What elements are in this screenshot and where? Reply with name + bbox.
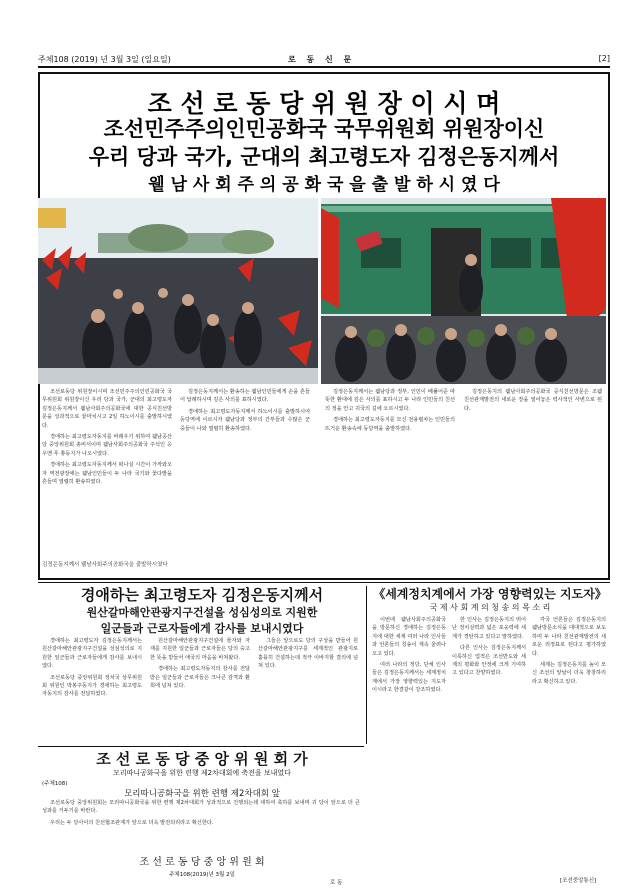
section2-paragraph: 다른 인사는 김정은동지께서 이룩하신 업적은 조선반도와 세계의 평화와 안정에 크게 기여하고 있다고 찬양하였다. [452, 645, 526, 677]
section2-paragraph: 각국 언론들은 김정은동지의 윁남방문소식을 대대적으로 보도하며 두 나라 친선관계발전의 새로운 리정표로 된다고 평가하였다. [532, 617, 606, 657]
section2-credit: [조선중앙통신] [560, 878, 597, 884]
headline-line-2: 조선민주주의인민공화국 국무위원회 위원장이신 [103, 117, 545, 141]
page-number: [2] [598, 54, 610, 63]
section1-column-2 [150, 637, 250, 743]
section3-footer-date: 주체108(2019)년 3월 2일 [169, 872, 235, 878]
photo-crowd [38, 198, 318, 384]
lead-paragraph: 조선로동당 위원장이시며 조선민주주의인민공화국 국무위원회 위원장이신 우리 당과 국가, 군대의 최고령도자 김정은동지께서 윁남사회주의공화국에 대한 공식친선방문을 성과적으로 끝마치시고 2일 하노이시를 출발하시였다. [42, 389, 172, 429]
newspaper-title: 로 동 신 문 [288, 55, 356, 64]
section2-title: 《세계정치계에서 가장 영향력있는 지도자》 [373, 587, 607, 601]
lead-paragraph: 경애하는 최고령도자동지를 모신 전용렬차는 인민들의 뜨거운 환송속에 동당역을 출발하였다. [325, 417, 455, 432]
photo-train [321, 198, 606, 384]
section1-paragraph: 경애하는 최고령도자 김정은동지께서는 원산갈마해안관광지구건설을 성심성의로 지원한 일군들과 근로자들에게 감사를 보내시였다. [42, 638, 142, 670]
section1-paragraph: 경애하는 최고령도자동지의 감사를 전달받은 일군들과 근로자들은 크나큰 감격과 환희에 넘쳐 있다. [150, 666, 250, 690]
section3-body [42, 799, 360, 849]
section2-subtitle: 국 제 사 회 계 의 청 송 의 목 소 리 [429, 603, 551, 612]
section3-date-label: (주체108) [42, 781, 68, 787]
section2-paragraph: 한 인사는 김정은동지의 뛰어난 정치실력과 넓은 포옹력에 세계가 경탄하고 있다고 말하였다. [452, 617, 526, 640]
section1-column-1 [42, 637, 142, 743]
lead-column-3 [325, 388, 455, 568]
header-rule [38, 66, 610, 68]
section3-paragraph: 조선로동당 중앙위원회는 모리따니공화국을 위한 련행 제2차대회가 성과적으로 진행되는데 대하여 축하를 보내며 귀 당이 앞으로 더 큰 성과를 거두기를 바란다. [42, 800, 360, 815]
section3-subtitle: 모리따니공화국을 위한 련행 제2차대회에 축전을 보내였다 [113, 769, 291, 777]
headline-line-1: 조 선 로 동 당 위 원 장 이 시 며 [147, 89, 501, 118]
page-header [38, 54, 610, 66]
lead-column-2 [180, 388, 310, 568]
section2-paragraph: 여러 나라의 정당, 단체 인사들은 김정은동지께서는 세계정치계에서 가장 영향력있는 지도자이시라고 한결같이 강조하였다. [372, 662, 446, 694]
section1-paragraph: 그들은 앞으로도 당의 구상을 받들어 원산갈마해안관광지구를 세계적인 관광지로 훌륭히 건설하는데 적극 이바지할 결의에 넘쳐 있다. [258, 638, 358, 670]
issue-date: 주체108 (2019) 년 3월 3일 (일요일) [38, 55, 171, 64]
lead-paragraph: 김정은동지께서는 환송하는 윁남인민들에게 손을 흔들어 답례하시며 깊은 사의를 표하시였다. [180, 389, 310, 404]
section1-subtitle-1: 원산갈마해안관광지구건설을 성심성의로 지원한 [86, 606, 318, 619]
headline-line-3: 우리 당과 국가, 군대의 최고령도자 김정은동지께서 [88, 145, 560, 169]
lead-paragraph: 경애하는 최고령도자동지를 바래우기 위하여 윁남공산당 중앙위원회 총비서이며 윁남사회주의공화국 주석인 응우옌 푸 쫑동지가 나오시였다. [42, 434, 172, 457]
lead-column-1 [42, 388, 172, 556]
section1-paragraph: 원산갈마해안관광지구건설에 물자와 자재를 지원한 일군들과 근로자들은 당의 숭고한 뜻을 받들어 애국의 마음을 바쳐왔다. [150, 638, 250, 661]
section-rule [38, 582, 610, 583]
section2-column-2 [452, 616, 526, 884]
section3-title: 조 선 로 동 당 중 앙 위 원 회 가 [96, 750, 308, 768]
section-rule [38, 746, 364, 747]
section1-paragraph: 조선로동당 중앙위원회 정치국 상무위원회 위원인 박봉주동지가 경애하는 최고령도자동지의 감사를 전달하였다. [42, 674, 142, 698]
lead-paragraph: 경애하는 최고령도자동지께서 떠나실 시간이 가까와오자 역전광장에는 윁남인민들이 두 나라 국기와 꽃다발을 흔들며 열렬히 환송하였다. [42, 462, 172, 486]
section1-title: 경애하는 최고령도자 김정은동지께서 [80, 586, 324, 604]
lead-paragraph: 김정은동지의 윁남사회주의공화국 공식친선방문은 조윁친선관계발전의 새로운 장을 열어놓은 력사적인 사변으로 된다. [464, 389, 602, 412]
photo-caption: 김정은동지께서 윁남사회주의공화국을 출발하시였다 [42, 562, 168, 568]
lead-column-4 [464, 388, 602, 568]
section2-column-1 [372, 616, 446, 884]
section1-column-3 [258, 637, 358, 743]
section2-paragraph: 이번에 윁남사회주의공화국을 방문하신 경애하는 김정은동지에 대한 세계 여러 나라 인사들과 언론들의 칭송이 계속 울려나오고 있다. [372, 617, 446, 657]
section3-paragraph: 우리는 두 당사이의 친선협조관계가 앞으로 더욱 발전되리라고 확신한다. [50, 819, 214, 826]
section2-column-3 [532, 616, 606, 874]
headline-line-4: 윁 남 사 회 주 의 공 화 국 을 출 발 하 시 였 다 [148, 175, 500, 195]
section2-paragraph: 세계는 김정은동지를 높이 모신 조선의 앞날이 더욱 창창하리라고 확신하고 있다. [532, 662, 606, 685]
lead-paragraph: 경애하는 최고령도자동지께서 하노이시를 출발하시여 동당역에 이르시자 윁남당과 정부의 간부들과 수많은 군중들이 나와 열렬히 환송하였다. [180, 408, 310, 432]
lead-paragraph: 김정은동지께서는 윁남당과 정부, 인민이 베풀어준 따뜻한 환대에 깊은 사의를 표하시고 두 나라 인민들의 친선의 정을 안고 귀국의 길에 오르시였다. [325, 389, 455, 412]
section1-subtitle-2: 일군들과 근로자들에게 감사를 보내시였다 [100, 622, 304, 635]
section3-box-title: 모리따니공화국을 위한 련행 제2차대회 앞 [124, 789, 280, 799]
section3-signature: 조 선 로 동 당 중 앙 위 원 회 [139, 857, 265, 868]
column-divider [366, 586, 367, 744]
bottom-mark: 로 동 [330, 880, 343, 886]
